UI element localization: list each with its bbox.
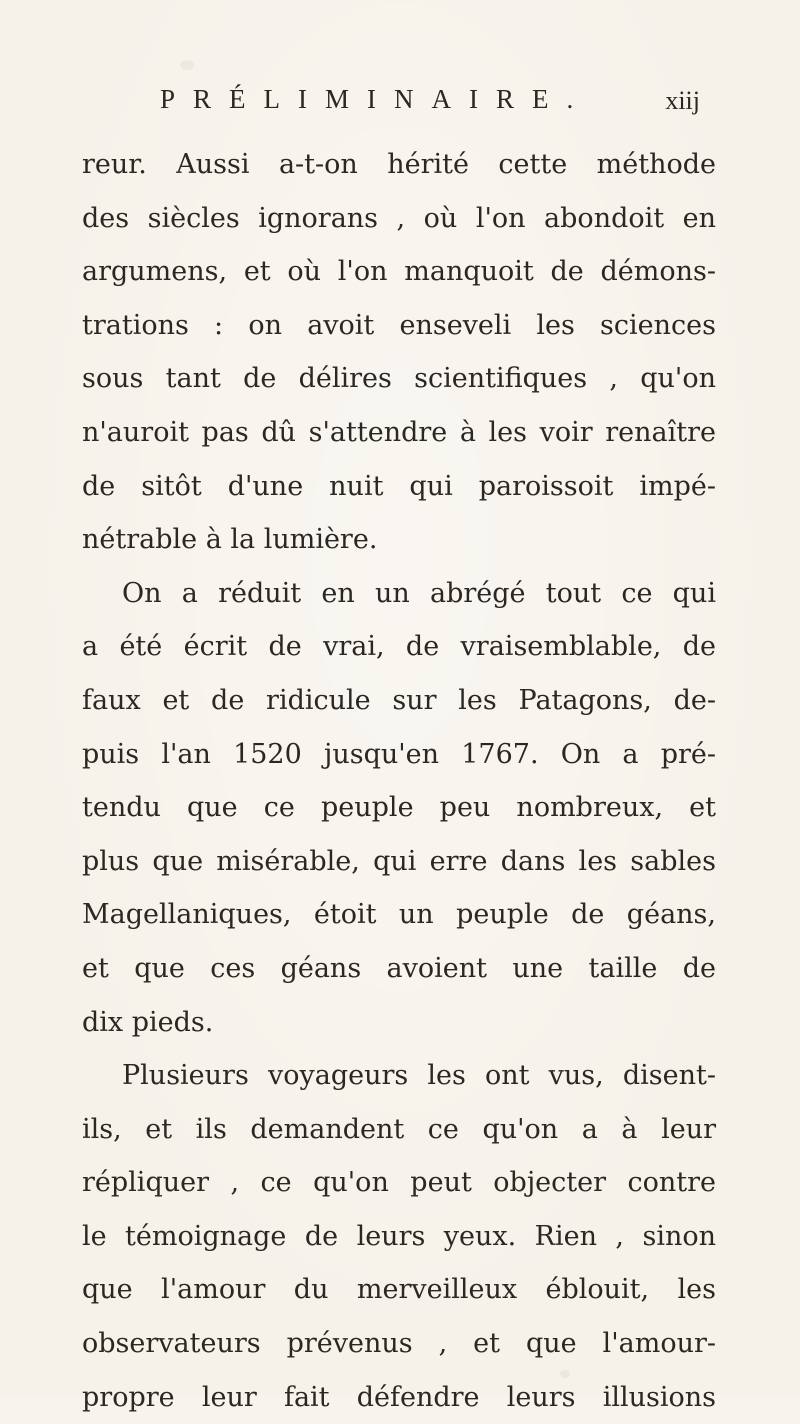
paragraph-first-line: On a réduit en un abrégé tout ce qui [122, 577, 716, 609]
text-line: Magellaniques, étoit un peuple de géans, [82, 899, 716, 931]
text-line: ils, et ils demandent ce qu'on a à leur [82, 1113, 716, 1145]
text-line: tendu que ce peuple peu nombreux, et [82, 792, 716, 824]
text-line: le témoignage de leurs yeux. Rien , sinon [82, 1220, 716, 1252]
text-line: nétrable à la lumière. [82, 524, 378, 556]
paper-stain [180, 60, 194, 70]
text-line: des siècles ignorans , où l'on abondoit en [82, 202, 716, 234]
text-line: répliquer , ce qu'on peut objecter contre [82, 1167, 716, 1199]
page-number: xiij [665, 86, 700, 115]
paragraph-first-line: Plusieurs voyageurs les ont vus, disent- [122, 1060, 716, 1092]
text-line: n'auroit pas dû s'attendre à les voir renaître [82, 416, 716, 448]
text-line: trations : on avoit enseveli les sciences [82, 309, 716, 341]
text-line: faux et de ridicule sur les Patagons, de- [82, 684, 716, 716]
text-line: observateurs prévenus , et que l'amour- [82, 1328, 716, 1360]
text-line: argumens, et où l'on manquoit de démons- [82, 256, 716, 288]
body-text [82, 138, 716, 1424]
text-line: puis l'an 1520 jusqu'en 1767. On a pré- [82, 738, 716, 770]
running-head [160, 80, 700, 120]
text-line: et que ces géans avoient une taille de [82, 952, 716, 984]
text-line: de sitôt d'une nuit qui paroissoit impé- [82, 470, 716, 502]
text-line: reur. Aussi a-t-on hérité cette méthode [82, 149, 716, 180]
text-line: dix pieds. [82, 1006, 214, 1038]
running-head-title: PRÉLIMINAIRE. [160, 84, 592, 114]
text-line: a été écrit de vrai, de vraisemblable, de [82, 631, 716, 663]
text-line: plus que misérable, qui erre dans les sables [82, 845, 716, 877]
text-line: sous tant de délires scientifiques , qu'on [82, 363, 716, 395]
text-line: que l'amour du merveilleux éblouit, les [82, 1274, 716, 1306]
text-line: propre leur fait défendre leurs illusions [82, 1381, 716, 1413]
